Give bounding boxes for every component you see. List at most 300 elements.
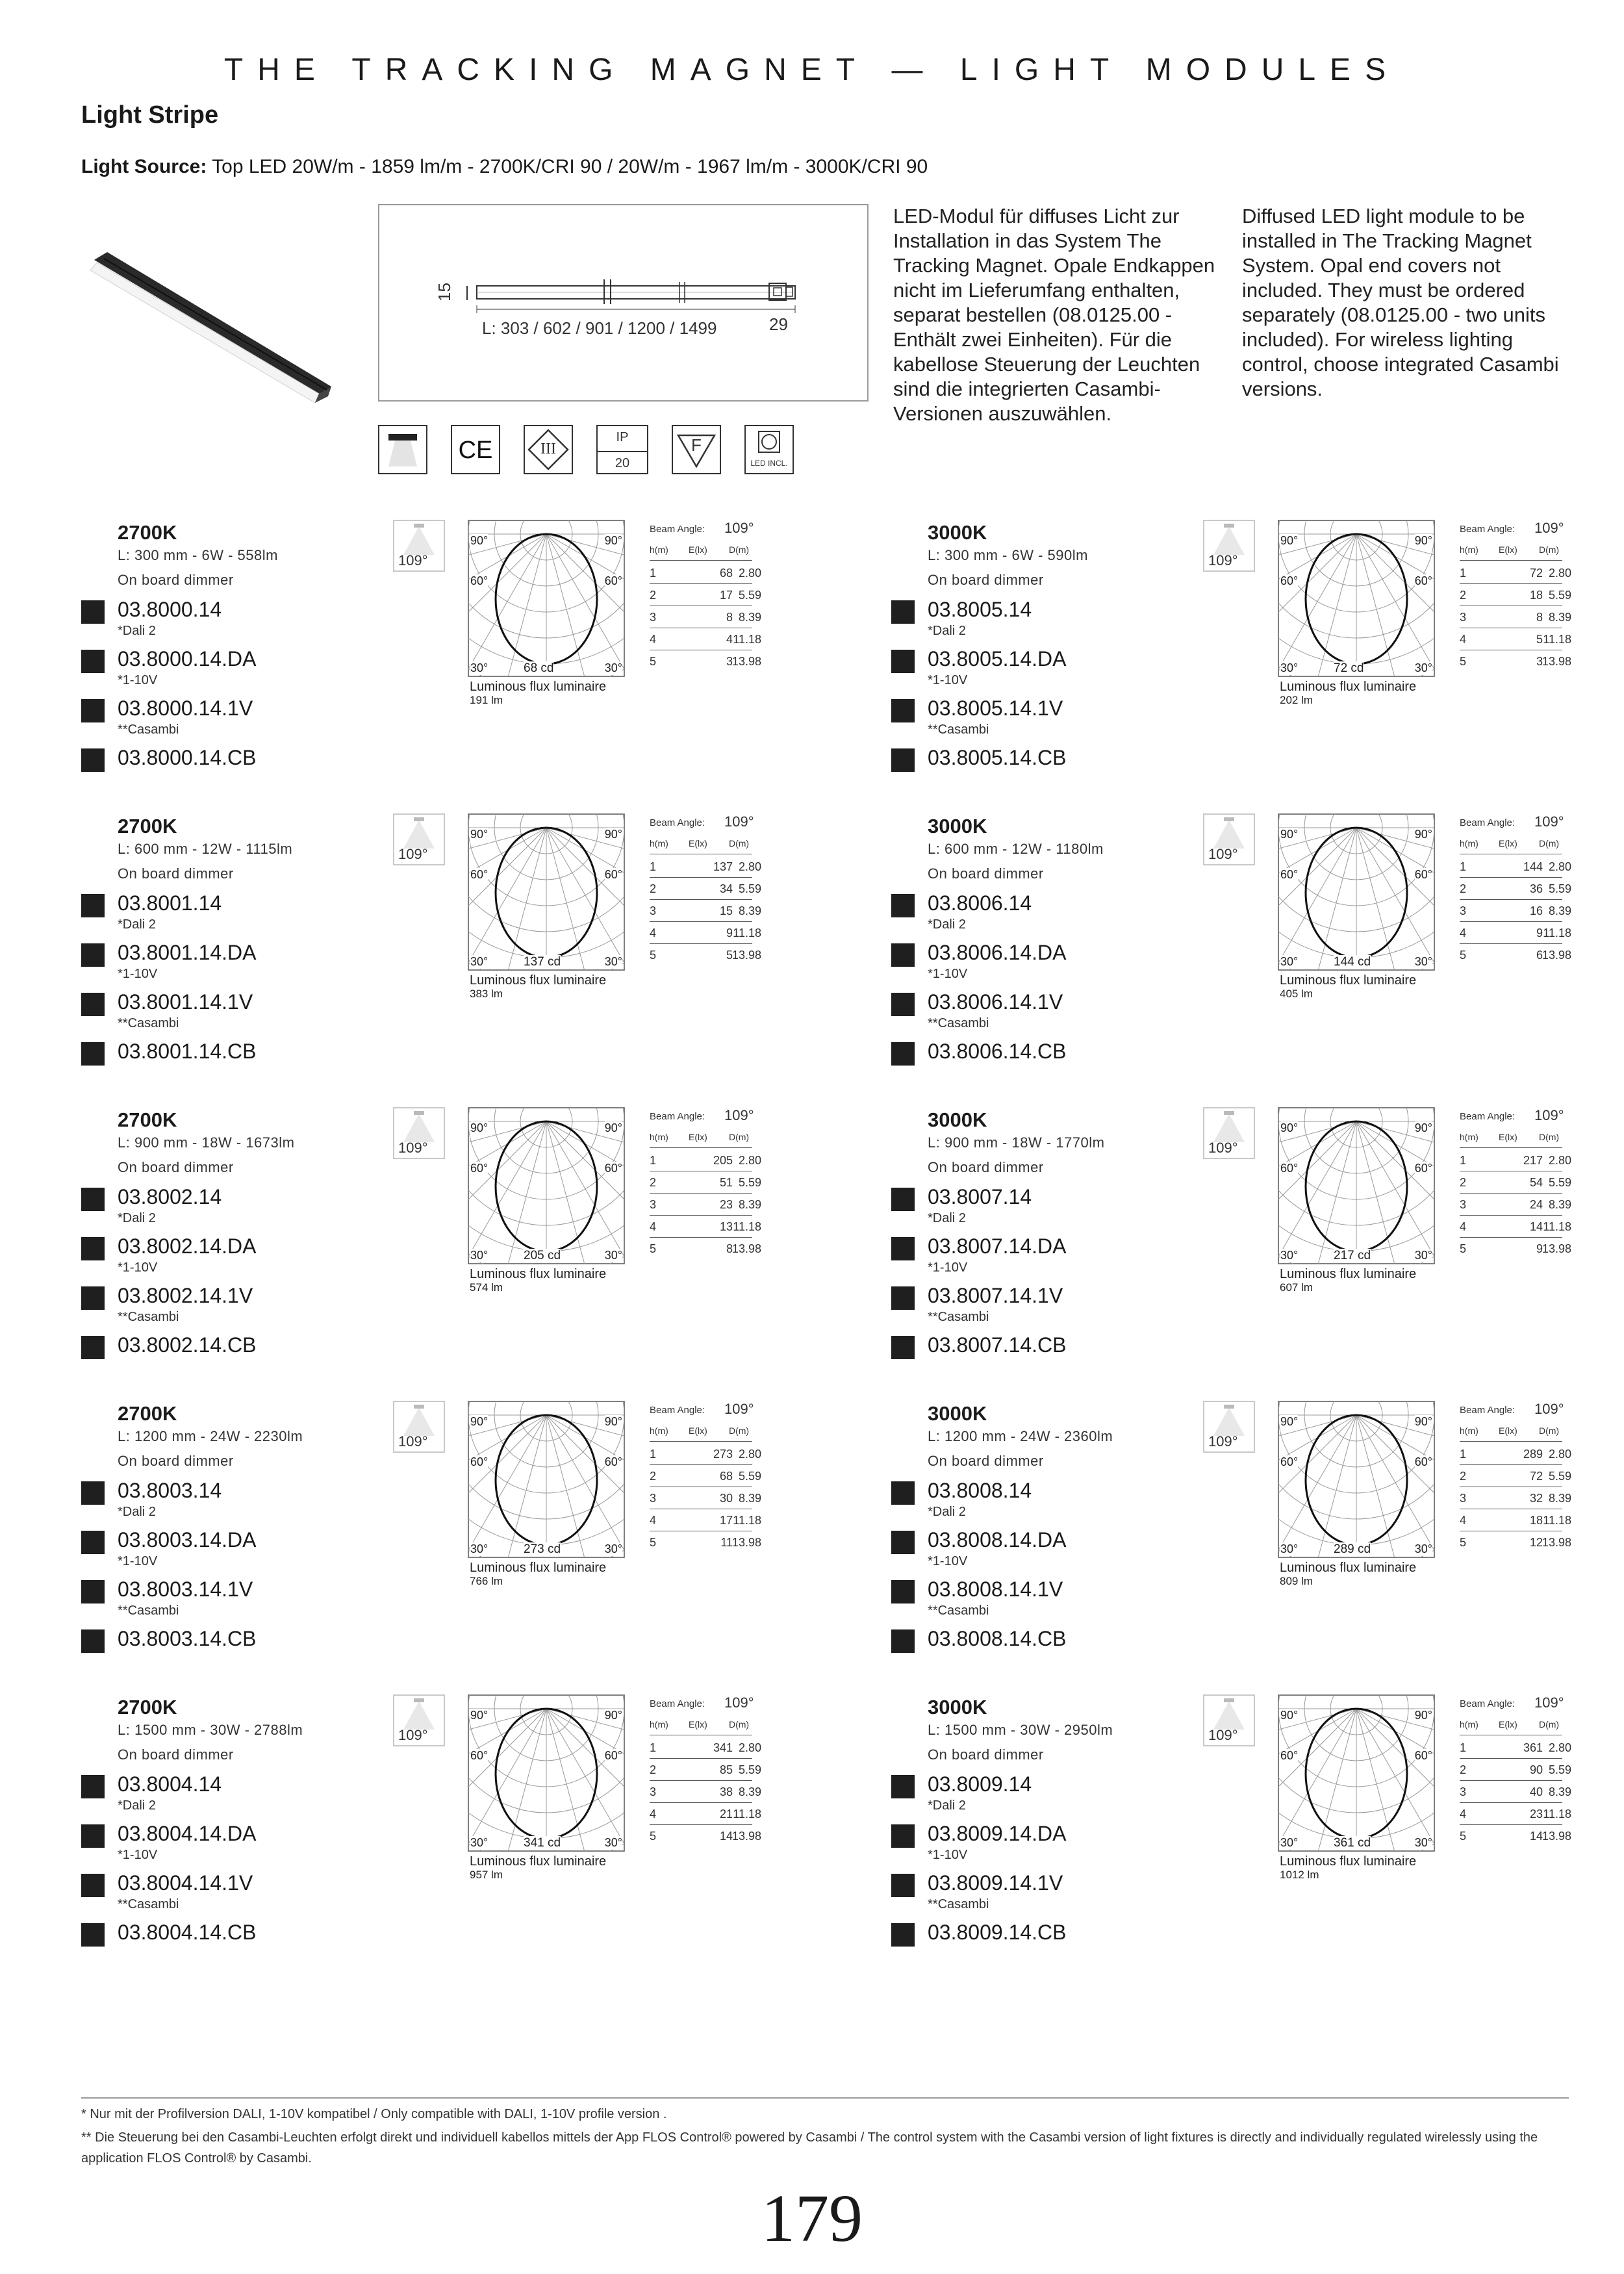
column-diameter: D(m) xyxy=(1539,1425,1560,1436)
diameter-cell: 11.18 xyxy=(733,1220,761,1233)
beam-angle-degrees: 109° xyxy=(1534,1401,1564,1417)
polar-angle-label: 90° xyxy=(1414,1709,1432,1722)
finish-swatch xyxy=(891,1874,915,1897)
product-code[interactable]: 03.8003.14.CB xyxy=(118,1627,257,1650)
polar-angle-label: 90° xyxy=(1414,1415,1432,1428)
illuminance-cell: 68 xyxy=(719,567,733,580)
polar-angle-label: 60° xyxy=(470,868,488,881)
product-code[interactable]: 03.8002.14.CB xyxy=(118,1333,257,1357)
diameter-cell: 8.39 xyxy=(1548,1492,1571,1505)
candela-value: 68 cd xyxy=(524,661,554,675)
variant-note: **Casambi xyxy=(928,1897,989,1911)
height-cell: 3 xyxy=(650,1198,657,1211)
finish-swatch xyxy=(81,650,105,673)
polar-diagram xyxy=(468,520,625,677)
product-block xyxy=(891,813,1624,1080)
height-cell: 2 xyxy=(1460,589,1467,602)
beam-angle-icon xyxy=(1203,520,1255,572)
table-rule xyxy=(650,560,752,561)
beam-angle-value: 109° xyxy=(398,552,428,568)
polar-angle-label: 90° xyxy=(1280,1709,1299,1722)
dimmer-label: On board dimmer xyxy=(928,1159,1044,1175)
polar-angle-label: 90° xyxy=(1414,534,1432,547)
polar-diagram xyxy=(1278,1694,1435,1852)
color-temperature: 2700K xyxy=(118,521,177,544)
product-block xyxy=(891,1401,1624,1667)
product-code[interactable]: 03.8000.14.1V xyxy=(118,696,253,720)
polar-angle-label: 60° xyxy=(1414,868,1432,881)
dimmer-label: On board dimmer xyxy=(928,1453,1044,1469)
beam-angle-value: 109° xyxy=(398,1727,428,1743)
diameter-cell: 2.80 xyxy=(738,567,761,580)
polar-angle-label: 30° xyxy=(1280,661,1299,674)
color-temperature: 3000K xyxy=(928,521,987,544)
product-code[interactable]: 03.8005.14.1V xyxy=(928,696,1063,720)
illuminance-cell: 34 xyxy=(719,882,733,895)
section-title: Light Stripe xyxy=(81,101,219,129)
beam-angle-label: Beam Angle: xyxy=(650,1111,705,1122)
column-illuminance: E(lx) xyxy=(1499,1425,1517,1436)
color-temperature: 3000K xyxy=(928,815,987,837)
dimmer-label: On board dimmer xyxy=(928,865,1044,882)
table-rule xyxy=(1460,1824,1562,1825)
diameter-cell: 2.80 xyxy=(1548,567,1571,580)
column-illuminance: E(lx) xyxy=(1499,1132,1517,1142)
table-rule xyxy=(1460,877,1562,878)
finish-swatch xyxy=(81,1237,105,1260)
illuminance-cell: 289 xyxy=(1523,1448,1543,1461)
flux-value: 574 lm xyxy=(470,1281,503,1294)
finish-swatch xyxy=(81,1042,105,1066)
product-code[interactable]: 03.8001.14.CB xyxy=(118,1040,257,1063)
product-code[interactable]: 03.8005.14.CB xyxy=(928,746,1067,769)
product-code[interactable]: 03.8004.14 xyxy=(118,1772,222,1796)
finish-swatch xyxy=(891,1336,915,1359)
polar-diagram xyxy=(1278,1401,1435,1558)
product-spec: L: 600 mm - 12W - 1180lm xyxy=(928,841,1104,857)
polar-diagram xyxy=(1278,520,1435,677)
variant-note: *Dali 2 xyxy=(928,1211,966,1225)
beam-angle-icon xyxy=(393,520,445,572)
candela-value: 217 cd xyxy=(1334,1249,1371,1262)
illuminance-cell: 32 xyxy=(1529,1492,1543,1505)
beam-angle-icon xyxy=(393,813,445,865)
beam-angle-degrees: 109° xyxy=(724,520,754,536)
variant-note: **Casambi xyxy=(928,1603,989,1618)
product-code[interactable]: 03.8007.14.DA xyxy=(928,1234,1067,1258)
finish-swatch xyxy=(81,748,105,772)
finish-swatch xyxy=(891,1286,915,1310)
column-height: h(m) xyxy=(650,544,668,555)
product-code[interactable]: 03.8002.14.1V xyxy=(118,1284,253,1307)
diameter-cell: 2.80 xyxy=(738,1154,761,1167)
page-number: 179 xyxy=(761,2181,863,2256)
polar-angle-label: 60° xyxy=(604,574,622,587)
height-cell: 5 xyxy=(1460,1536,1467,1549)
diameter-cell: 2.80 xyxy=(1548,860,1571,873)
diameter-cell: 8.39 xyxy=(1548,904,1571,917)
product-code[interactable]: 03.8004.14.DA xyxy=(118,1822,257,1845)
variant-note: *1-10V xyxy=(118,1554,158,1568)
table-rule xyxy=(1460,583,1562,584)
diameter-cell: 5.59 xyxy=(738,882,761,895)
finish-swatch xyxy=(891,1629,915,1653)
polar-angle-label: 90° xyxy=(1280,534,1299,547)
beam-angle-degrees: 109° xyxy=(724,1694,754,1711)
diameter-cell: 11.18 xyxy=(1543,1220,1571,1233)
diameter-cell: 11.18 xyxy=(1543,633,1571,646)
variant-note: *Dali 2 xyxy=(928,1505,966,1519)
height-cell: 1 xyxy=(1460,1741,1467,1754)
height-cell: 3 xyxy=(650,1492,657,1505)
diameter-cell: 11.18 xyxy=(733,1808,761,1820)
variant-note: **Casambi xyxy=(118,1016,179,1030)
height-cell: 3 xyxy=(1460,1492,1467,1505)
height-cell: 1 xyxy=(650,1448,657,1461)
finish-swatch xyxy=(891,1824,915,1848)
beam-angle-icon xyxy=(1203,1694,1255,1746)
variant-note: *1-10V xyxy=(928,1260,968,1275)
variant-note: *Dali 2 xyxy=(118,1798,156,1813)
finish-swatch xyxy=(891,1775,915,1798)
table-rule xyxy=(1460,1758,1562,1759)
product-code[interactable]: 03.8005.14.DA xyxy=(928,647,1067,671)
finish-swatch xyxy=(891,600,915,624)
product-code[interactable]: 03.8006.14.CB xyxy=(928,1040,1067,1063)
finish-swatch xyxy=(81,1531,105,1554)
diameter-cell: 13.98 xyxy=(731,1242,761,1255)
product-code[interactable]: 03.8007.14.1V xyxy=(928,1284,1063,1307)
product-code[interactable]: 03.8000.14 xyxy=(118,598,222,621)
product-code[interactable]: 03.8006.14.1V xyxy=(928,990,1063,1014)
diameter-cell: 5.59 xyxy=(1548,882,1571,895)
polar-angle-label: 30° xyxy=(470,1836,488,1849)
product-block xyxy=(81,520,887,786)
finish-swatch xyxy=(891,1923,915,1947)
table-rule xyxy=(650,899,752,900)
polar-angle-label: 60° xyxy=(1414,1455,1432,1468)
column-diameter: D(m) xyxy=(1539,838,1560,849)
beam-angle-label: Beam Angle: xyxy=(650,1405,705,1416)
polar-angle-label: 60° xyxy=(470,1162,488,1175)
diameter-cell: 2.80 xyxy=(1548,1448,1571,1461)
polar-angle-label: 60° xyxy=(604,1455,622,1468)
finish-swatch xyxy=(891,699,915,722)
flux-caption: Luminous flux luminaire xyxy=(470,1854,607,1869)
diameter-cell: 5.59 xyxy=(738,1470,761,1483)
product-code[interactable]: 03.8007.14.CB xyxy=(928,1333,1067,1357)
column-illuminance: E(lx) xyxy=(1499,544,1517,555)
flux-value: 202 lm xyxy=(1280,694,1313,706)
diameter-cell: 5.59 xyxy=(738,589,761,602)
polar-angle-label: 30° xyxy=(1414,661,1432,674)
diameter-cell: 8.39 xyxy=(738,1785,761,1798)
product-photo xyxy=(81,247,341,409)
candela-value: 144 cd xyxy=(1334,955,1371,969)
illuminance-cell: 5 xyxy=(726,949,733,962)
product-code[interactable]: 03.8009.14.1V xyxy=(928,1871,1063,1895)
finish-swatch xyxy=(891,943,915,967)
flux-caption: Luminous flux luminaire xyxy=(1280,680,1417,694)
product-code[interactable]: 03.8009.14 xyxy=(928,1772,1032,1796)
finish-swatch xyxy=(81,993,105,1016)
flux-caption: Luminous flux luminaire xyxy=(1280,1854,1417,1869)
beam-angle-icon xyxy=(1203,1401,1255,1453)
candela-value: 205 cd xyxy=(524,1249,561,1262)
product-spec: L: 1200 mm - 24W - 2230lm xyxy=(118,1428,303,1444)
beam-angle-value: 109° xyxy=(1208,552,1238,568)
candela-value: 361 cd xyxy=(1334,1836,1371,1850)
beam-angle-label: Beam Angle: xyxy=(1460,817,1516,828)
polar-angle-label: 30° xyxy=(470,1542,488,1555)
illuminance-cell: 13 xyxy=(719,1220,733,1233)
illuminance-cell: 23 xyxy=(719,1198,733,1211)
height-cell: 4 xyxy=(650,1220,657,1233)
product-block xyxy=(81,1401,887,1667)
product-code[interactable]: 03.8000.14.CB xyxy=(118,746,257,769)
polar-angle-label: 60° xyxy=(1414,574,1432,587)
illuminance-cell: 51 xyxy=(719,1176,733,1189)
product-code[interactable]: 03.8003.14 xyxy=(118,1479,222,1502)
diameter-cell: 8.39 xyxy=(738,904,761,917)
table-rule xyxy=(650,1824,752,1825)
column-diameter: D(m) xyxy=(729,544,750,555)
height-cell: 1 xyxy=(650,1154,657,1167)
finish-swatch xyxy=(81,1481,105,1505)
product-code[interactable]: 03.8004.14.1V xyxy=(118,1871,253,1895)
product-code[interactable]: 03.8008.14 xyxy=(928,1479,1032,1502)
polar-angle-label: 30° xyxy=(1280,1836,1299,1849)
f-mark-icon: F xyxy=(672,425,721,474)
product-code[interactable]: 03.8008.14.1V xyxy=(928,1578,1063,1601)
polar-angle-label: 90° xyxy=(470,828,488,841)
dimmer-label: On board dimmer xyxy=(118,865,234,882)
column-illuminance: E(lx) xyxy=(689,544,707,555)
variant-note: **Casambi xyxy=(118,722,179,737)
column-illuminance: E(lx) xyxy=(689,1719,707,1730)
illuminance-cell: 8 xyxy=(726,611,733,624)
diameter-cell: 13.98 xyxy=(731,1536,761,1549)
height-cell: 4 xyxy=(650,1808,657,1820)
product-code[interactable]: 03.8008.14.CB xyxy=(928,1627,1067,1650)
polar-angle-label: 90° xyxy=(1414,1121,1432,1134)
illuminance-cell: 36 xyxy=(1529,882,1543,895)
polar-diagram xyxy=(468,813,625,971)
polar-angle-label: 60° xyxy=(470,1455,488,1468)
diameter-cell: 8.39 xyxy=(738,1492,761,1505)
diameter-cell: 5.59 xyxy=(738,1763,761,1776)
product-code[interactable]: 03.8004.14.CB xyxy=(118,1921,257,1944)
color-temperature: 2700K xyxy=(118,1696,177,1718)
table-rule xyxy=(650,1780,752,1781)
column-diameter: D(m) xyxy=(729,838,750,849)
product-code[interactable]: 03.8001.14 xyxy=(118,891,222,915)
diameter-cell: 5.59 xyxy=(1548,1470,1571,1483)
polar-angle-label: 30° xyxy=(604,1249,622,1262)
diameter-cell: 8.39 xyxy=(1548,1785,1571,1798)
polar-angle-label: 30° xyxy=(604,1542,622,1555)
finish-swatch xyxy=(891,650,915,673)
polar-angle-label: 60° xyxy=(470,1749,488,1762)
table-rule xyxy=(650,583,752,584)
diameter-cell: 8.39 xyxy=(1548,1198,1571,1211)
variant-note: *1-10V xyxy=(118,967,158,981)
diameter-cell: 11.18 xyxy=(733,926,761,939)
product-code[interactable]: 03.8001.14.1V xyxy=(118,990,253,1014)
height-cell: 5 xyxy=(1460,1830,1467,1843)
illuminance-cell: 217 xyxy=(1523,1154,1543,1167)
polar-angle-label: 60° xyxy=(604,868,622,881)
light-source-text: Top LED 20W/m - 1859 lm/m - 2700K/CRI 90 / 20W/m - 1967 lm/m - 3000K/CRI 90 xyxy=(212,156,928,177)
color-temperature: 2700K xyxy=(118,1402,177,1425)
table-rule xyxy=(1460,1464,1562,1465)
product-block xyxy=(81,813,887,1080)
product-code[interactable]: 03.8003.14.DA xyxy=(118,1528,257,1552)
polar-diagram xyxy=(468,1694,625,1852)
footer-divider xyxy=(81,2097,1569,2099)
column-height: h(m) xyxy=(650,1132,668,1142)
product-code[interactable]: 03.8009.14.CB xyxy=(928,1921,1067,1944)
column-height: h(m) xyxy=(1460,1719,1478,1730)
product-code[interactable]: 03.8003.14.1V xyxy=(118,1578,253,1601)
flux-value: 766 lm xyxy=(470,1575,503,1587)
product-spec: L: 600 mm - 12W - 1115lm xyxy=(118,841,293,857)
product-code[interactable]: 03.8000.14.DA xyxy=(118,647,257,671)
variant-note: *1-10V xyxy=(928,967,968,981)
beam-angle-label: Beam Angle: xyxy=(1460,524,1516,535)
polar-angle-label: 30° xyxy=(470,1249,488,1262)
height-cell: 5 xyxy=(1460,949,1467,962)
height-cell: 2 xyxy=(650,1470,657,1483)
beam-angle-value: 109° xyxy=(398,846,428,862)
illuminance-cell: 341 xyxy=(713,1741,733,1754)
table-rule xyxy=(1460,899,1562,900)
flux-value: 809 lm xyxy=(1280,1575,1313,1587)
diameter-cell: 2.80 xyxy=(738,860,761,873)
flux-caption: Luminous flux luminaire xyxy=(470,1561,607,1575)
product-code[interactable]: 03.8005.14 xyxy=(928,598,1032,621)
finish-swatch xyxy=(891,1531,915,1554)
finish-swatch xyxy=(81,1580,105,1603)
beam-angle-icon xyxy=(1203,1107,1255,1159)
dimmer-label: On board dimmer xyxy=(118,1453,234,1469)
flux-caption: Luminous flux luminaire xyxy=(470,1267,607,1281)
variant-note: *1-10V xyxy=(928,673,968,687)
illuminance-cell: 17 xyxy=(719,1514,733,1527)
product-code[interactable]: 03.8001.14.DA xyxy=(118,941,257,964)
variant-note: **Casambi xyxy=(928,1310,989,1324)
polar-angle-label: 90° xyxy=(1280,828,1299,841)
product-block xyxy=(81,1107,887,1373)
height-cell: 4 xyxy=(1460,633,1467,646)
flux-value: 405 lm xyxy=(1280,988,1313,1000)
dimmer-label: On board dimmer xyxy=(118,1159,234,1175)
product-code[interactable]: 03.8002.14.DA xyxy=(118,1234,257,1258)
beam-angle-value: 109° xyxy=(1208,1433,1238,1450)
diameter-cell: 11.18 xyxy=(1543,926,1571,939)
height-cell: 2 xyxy=(650,589,657,602)
illuminance-cell: 38 xyxy=(719,1785,733,1798)
polar-diagram xyxy=(468,1401,625,1558)
product-spec: L: 1500 mm - 30W - 2950lm xyxy=(928,1722,1113,1738)
finish-swatch xyxy=(81,1874,105,1897)
product-code[interactable]: 03.8009.14.DA xyxy=(928,1822,1067,1845)
illuminance-cell: 8 xyxy=(1536,611,1543,624)
color-temperature: 2700K xyxy=(118,815,177,837)
diameter-cell: 2.80 xyxy=(1548,1741,1571,1754)
height-cell: 1 xyxy=(650,1741,657,1754)
column-height: h(m) xyxy=(1460,544,1478,555)
height-cell: 4 xyxy=(1460,926,1467,939)
product-code[interactable]: 03.8006.14.DA xyxy=(928,941,1067,964)
diameter-cell: 11.18 xyxy=(733,633,761,646)
height-cell: 1 xyxy=(650,567,657,580)
illuminance-cell: 273 xyxy=(713,1448,733,1461)
illuminance-cell: 85 xyxy=(719,1763,733,1776)
product-code[interactable]: 03.8002.14 xyxy=(118,1185,222,1208)
illuminance-cell: 40 xyxy=(1529,1785,1543,1798)
column-height: h(m) xyxy=(1460,1132,1478,1142)
flux-value: 191 lm xyxy=(470,694,503,706)
flux-caption: Luminous flux luminaire xyxy=(1280,973,1417,988)
column-height: h(m) xyxy=(650,838,668,849)
illuminance-cell: 18 xyxy=(1529,589,1543,602)
product-code[interactable]: 03.8007.14 xyxy=(928,1185,1032,1208)
ip-rating-icon: IP 20 xyxy=(596,425,648,474)
diameter-cell: 8.39 xyxy=(738,611,761,624)
beam-angle-value: 109° xyxy=(1208,846,1238,862)
illuminance-cell: 9 xyxy=(1536,926,1543,939)
beam-angle-icon xyxy=(393,1107,445,1159)
product-code[interactable]: 03.8006.14 xyxy=(928,891,1032,915)
polar-angle-label: 60° xyxy=(1414,1749,1432,1762)
flux-value: 957 lm xyxy=(470,1869,503,1881)
flux-value: 607 lm xyxy=(1280,1281,1313,1294)
illuminance-cell: 9 xyxy=(726,926,733,939)
column-height: h(m) xyxy=(1460,1425,1478,1436)
polar-angle-label: 90° xyxy=(470,534,488,547)
product-code[interactable]: 03.8008.14.DA xyxy=(928,1528,1067,1552)
diameter-cell: 13.98 xyxy=(1542,1830,1571,1843)
illuminance-cell: 8 xyxy=(726,1242,733,1255)
height-cell: 3 xyxy=(650,904,657,917)
illuminance-cell: 54 xyxy=(1529,1176,1543,1189)
color-temperature: 3000K xyxy=(928,1696,987,1718)
flux-caption: Luminous flux luminaire xyxy=(470,973,607,988)
finish-swatch xyxy=(891,1580,915,1603)
illuminance-cell: 14 xyxy=(1529,1220,1543,1233)
finish-swatch xyxy=(81,943,105,967)
height-cell: 1 xyxy=(1460,567,1467,580)
beam-angle-label: Beam Angle: xyxy=(650,817,705,828)
beam-angle-value: 109° xyxy=(1208,1727,1238,1743)
product-spec: L: 300 mm - 6W - 558lm xyxy=(118,547,278,563)
finish-swatch xyxy=(81,1824,105,1848)
column-height: h(m) xyxy=(1460,838,1478,849)
height-cell: 3 xyxy=(1460,904,1467,917)
illuminance-cell: 5 xyxy=(1536,633,1543,646)
polar-angle-label: 60° xyxy=(1280,1749,1299,1762)
column-illuminance: E(lx) xyxy=(689,1132,707,1142)
height-cell: 2 xyxy=(1460,1763,1467,1776)
product-block xyxy=(891,520,1624,786)
dimmer-label: On board dimmer xyxy=(928,1746,1044,1763)
table-rule xyxy=(650,921,752,922)
beam-angle-degrees: 109° xyxy=(724,813,754,830)
column-diameter: D(m) xyxy=(729,1719,750,1730)
height-cell: 5 xyxy=(650,1242,657,1255)
polar-angle-label: 60° xyxy=(1280,868,1299,881)
